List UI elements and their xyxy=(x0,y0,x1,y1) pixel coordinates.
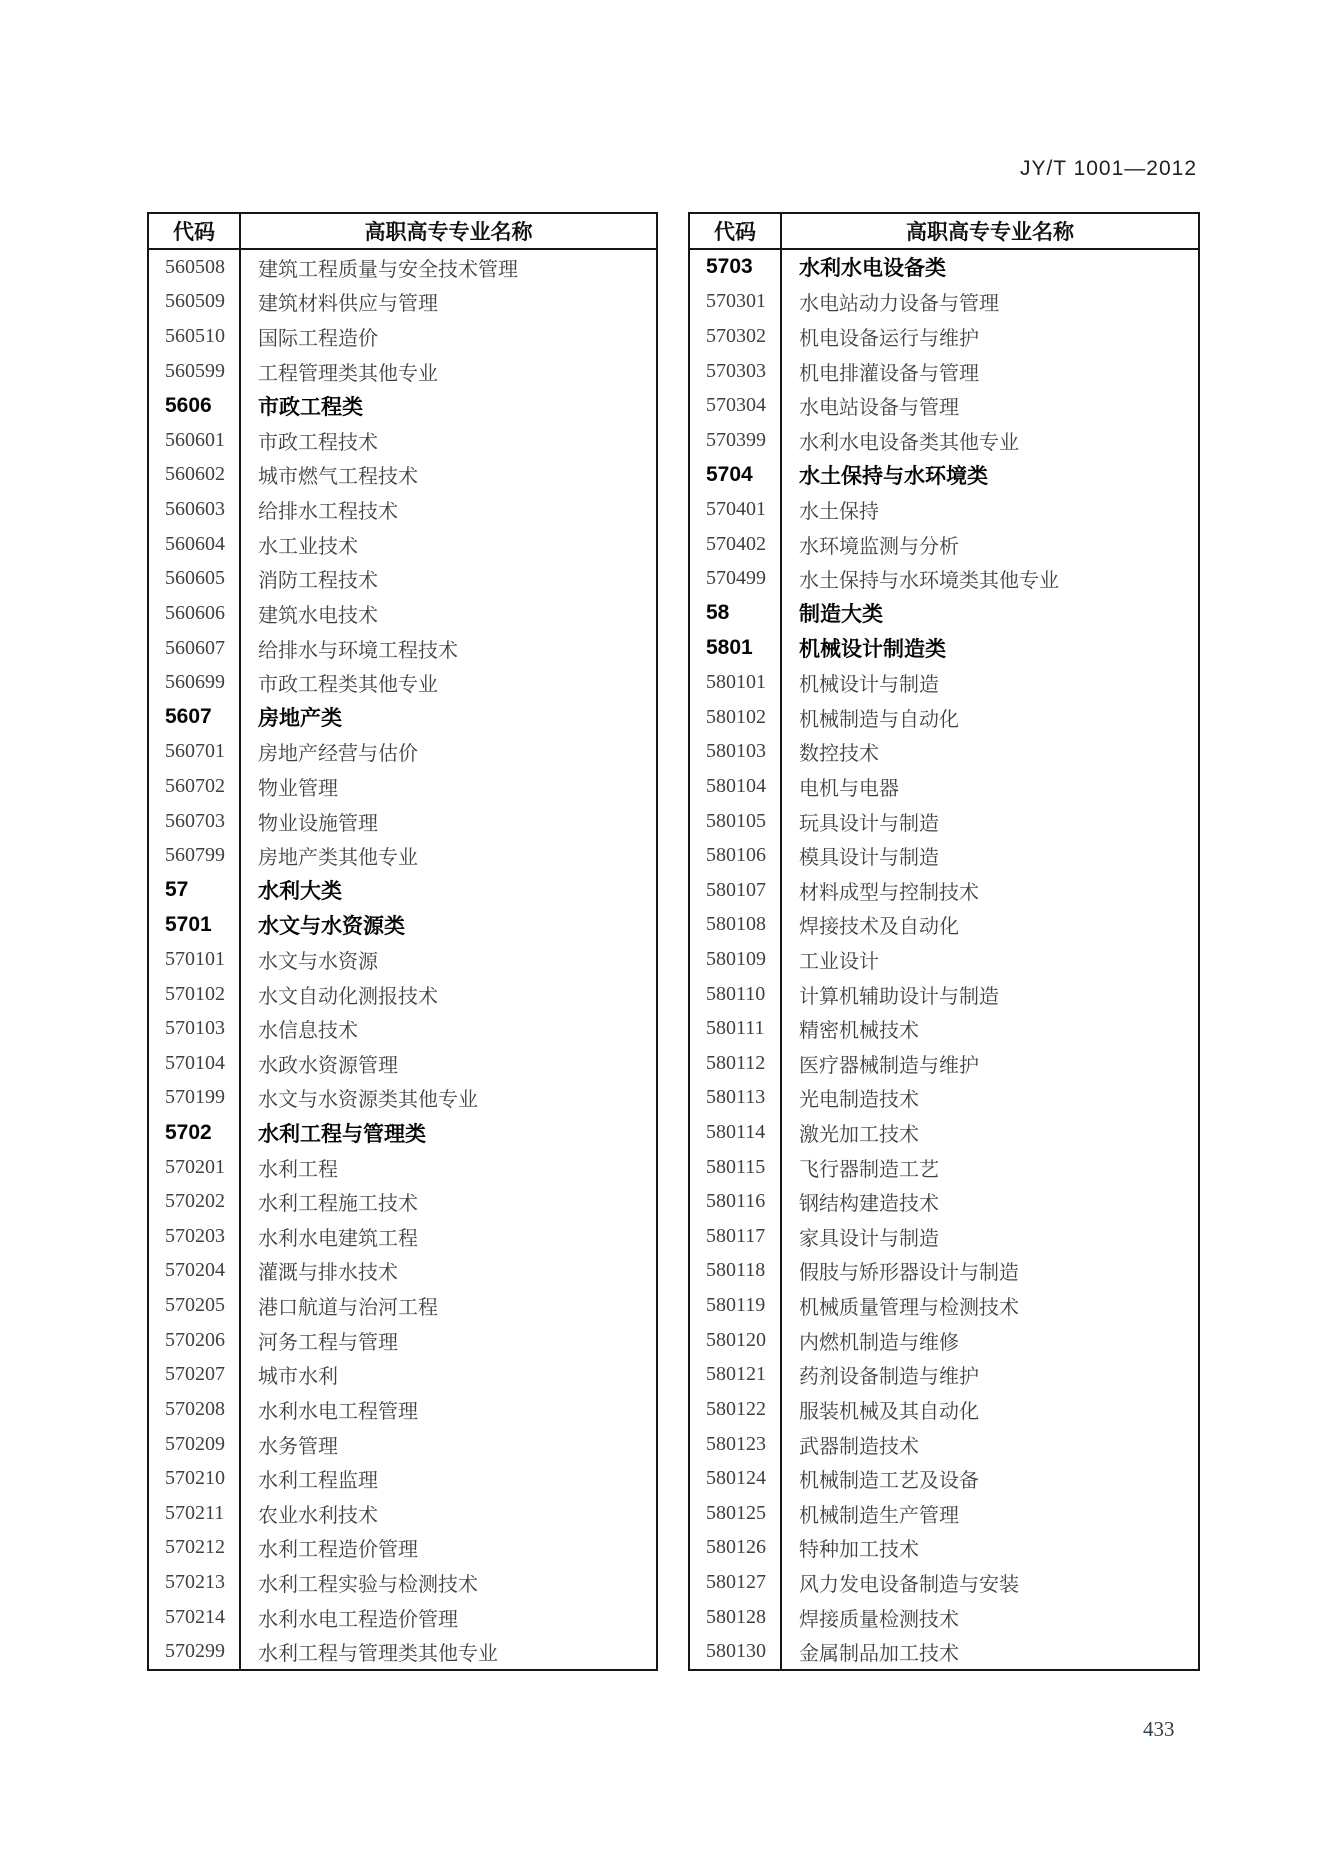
name-cell: 水利工程 xyxy=(258,1158,338,1181)
code-cell: 570208 xyxy=(149,1392,241,1427)
table-row xyxy=(149,873,656,908)
code-cell: 580114 xyxy=(690,1115,782,1150)
code-cell: 560509 xyxy=(149,285,241,320)
code-cell: 570211 xyxy=(149,1496,241,1531)
name-cell: 机械质量管理与检测技术 xyxy=(799,1297,1019,1320)
name-cell: 水利工程造价管理 xyxy=(258,1539,418,1562)
table-row xyxy=(690,561,1198,596)
table-row xyxy=(149,1565,656,1600)
name-cell: 水文与水资源类 xyxy=(258,914,405,938)
name-cell: 消防工程技术 xyxy=(258,570,378,593)
name-cell: 市政工程技术 xyxy=(258,431,378,454)
column-header-name: 高职高专专业名称 xyxy=(906,221,1074,244)
name-cell: 水土保持与水环境类 xyxy=(799,464,988,488)
code-cell: 560603 xyxy=(149,492,241,527)
name-cell: 机械制造生产管理 xyxy=(799,1504,959,1527)
table-row xyxy=(149,769,656,804)
code-cell: 580104 xyxy=(690,769,782,804)
name-cell: 水利大类 xyxy=(258,880,342,904)
table-row xyxy=(690,354,1198,389)
table-row xyxy=(149,388,656,423)
table-row xyxy=(690,1184,1198,1219)
code-cell: 570203 xyxy=(149,1219,241,1254)
table-row xyxy=(149,458,656,493)
code-cell: 570207 xyxy=(149,1358,241,1393)
name-cell: 制造大类 xyxy=(799,603,883,627)
table-row xyxy=(690,285,1198,320)
name-cell: 机械设计与制造 xyxy=(799,674,939,697)
table-row xyxy=(690,700,1198,735)
name-cell: 水利工程与管理类 xyxy=(258,1122,426,1146)
code-cell: 580112 xyxy=(690,1046,782,1081)
code-cell: 57 xyxy=(149,873,241,908)
name-cell: 金属制品加工技术 xyxy=(799,1643,959,1666)
name-cell: 市政工程类其他专业 xyxy=(258,674,438,697)
specialty-table-left xyxy=(147,212,658,1671)
code-cell: 5703 xyxy=(690,250,782,285)
name-cell: 水利工程监理 xyxy=(258,1470,378,1493)
name-cell: 水务管理 xyxy=(258,1435,338,1458)
table-row xyxy=(149,1323,656,1358)
table-row xyxy=(690,492,1198,527)
code-cell: 580128 xyxy=(690,1600,782,1635)
table-row xyxy=(149,1392,656,1427)
document-code-header: JY/T 1001—2012 xyxy=(1019,157,1197,180)
table-row xyxy=(690,1427,1198,1462)
code-cell: 580123 xyxy=(690,1427,782,1462)
name-cell: 水工业技术 xyxy=(258,535,358,558)
table-row xyxy=(149,423,656,458)
code-cell: 580116 xyxy=(690,1184,782,1219)
code-cell: 580102 xyxy=(690,700,782,735)
code-cell: 560703 xyxy=(149,804,241,839)
table-row xyxy=(690,1081,1198,1116)
code-cell: 5702 xyxy=(149,1115,241,1150)
table-row xyxy=(690,1323,1198,1358)
table-header-row xyxy=(149,214,656,250)
column-header-code: 代码 xyxy=(149,214,241,248)
table-row xyxy=(149,1288,656,1323)
code-cell: 5606 xyxy=(149,388,241,423)
name-cell: 给排水工程技术 xyxy=(258,501,398,524)
table-row xyxy=(149,1634,656,1669)
column-header-name: 高职高专专业名称 xyxy=(364,221,533,244)
code-cell: 5704 xyxy=(690,458,782,493)
name-cell: 水利水电设备类其他专业 xyxy=(799,431,1019,454)
code-cell: 570212 xyxy=(149,1531,241,1566)
table-row xyxy=(690,319,1198,354)
table-row xyxy=(149,1011,656,1046)
name-cell: 激光加工技术 xyxy=(799,1124,919,1147)
name-cell: 建筑材料供应与管理 xyxy=(258,293,438,316)
table-row xyxy=(149,319,656,354)
table-row xyxy=(690,1011,1198,1046)
code-cell: 580120 xyxy=(690,1323,782,1358)
table-row xyxy=(690,458,1198,493)
code-cell: 560799 xyxy=(149,838,241,873)
name-cell: 水利工程与管理类其他专业 xyxy=(258,1643,498,1666)
code-cell: 580105 xyxy=(690,804,782,839)
name-cell: 医疗器械制造与维护 xyxy=(799,1054,979,1077)
code-cell: 560701 xyxy=(149,735,241,770)
code-cell: 570402 xyxy=(690,527,782,562)
name-cell: 水电站设备与管理 xyxy=(799,397,959,420)
code-cell: 560510 xyxy=(149,319,241,354)
table-row xyxy=(690,596,1198,631)
name-cell: 物业设施管理 xyxy=(258,812,378,835)
name-cell: 数控技术 xyxy=(799,743,879,766)
table-row xyxy=(690,942,1198,977)
code-cell: 580125 xyxy=(690,1496,782,1531)
table-row xyxy=(149,1184,656,1219)
name-cell: 水文自动化测报技术 xyxy=(258,985,438,1008)
code-cell: 580124 xyxy=(690,1461,782,1496)
name-cell: 服装机械及其自动化 xyxy=(799,1400,979,1423)
code-cell: 580103 xyxy=(690,735,782,770)
code-cell: 560702 xyxy=(149,769,241,804)
table-row xyxy=(149,665,656,700)
name-cell: 玩具设计与制造 xyxy=(799,812,939,835)
name-cell: 水利水电建筑工程 xyxy=(258,1227,418,1250)
code-cell: 580126 xyxy=(690,1531,782,1566)
name-cell: 水政水资源管理 xyxy=(258,1054,398,1077)
code-cell: 570202 xyxy=(149,1184,241,1219)
table-row xyxy=(690,631,1198,666)
name-cell: 物业管理 xyxy=(258,777,338,800)
code-cell: 560606 xyxy=(149,596,241,631)
table-row xyxy=(690,1046,1198,1081)
name-cell: 河务工程与管理 xyxy=(258,1331,398,1354)
name-cell: 水电站动力设备与管理 xyxy=(799,293,999,316)
name-cell: 药剂设备制造与维护 xyxy=(799,1366,979,1389)
table-row xyxy=(690,1288,1198,1323)
name-cell: 水利水电设备类 xyxy=(799,257,946,281)
code-cell: 560508 xyxy=(149,250,241,285)
code-cell: 570199 xyxy=(149,1081,241,1116)
name-cell: 工程管理类其他专业 xyxy=(258,362,438,385)
code-cell: 580117 xyxy=(690,1219,782,1254)
code-cell: 580106 xyxy=(690,838,782,873)
table-row xyxy=(149,250,656,285)
code-cell: 580101 xyxy=(690,665,782,700)
code-cell: 580111 xyxy=(690,1011,782,1046)
code-cell: 570102 xyxy=(149,977,241,1012)
table-row xyxy=(690,1219,1198,1254)
code-cell: 5607 xyxy=(149,700,241,735)
table-row xyxy=(149,977,656,1012)
table-row xyxy=(690,873,1198,908)
code-cell: 570201 xyxy=(149,1150,241,1185)
name-cell: 水文与水资源 xyxy=(258,950,378,973)
table-body xyxy=(690,250,1198,1669)
table-row xyxy=(149,285,656,320)
code-cell: 560605 xyxy=(149,561,241,596)
code-cell: 580113 xyxy=(690,1081,782,1116)
code-cell: 580121 xyxy=(690,1358,782,1393)
table-row xyxy=(690,1496,1198,1531)
code-cell: 580122 xyxy=(690,1392,782,1427)
table-row xyxy=(690,977,1198,1012)
code-cell: 580115 xyxy=(690,1150,782,1185)
name-cell: 建筑工程质量与安全技术管理 xyxy=(258,258,518,281)
code-cell: 560604 xyxy=(149,527,241,562)
table-row xyxy=(149,561,656,596)
name-cell: 机械制造工艺及设备 xyxy=(799,1470,979,1493)
table-row xyxy=(149,700,656,735)
name-cell: 水信息技术 xyxy=(258,1020,358,1043)
name-cell: 城市水利 xyxy=(258,1366,338,1389)
code-cell: 570399 xyxy=(690,423,782,458)
table-row xyxy=(149,1254,656,1289)
code-cell: 580127 xyxy=(690,1565,782,1600)
code-cell: 560602 xyxy=(149,458,241,493)
name-cell: 家具设计与制造 xyxy=(799,1227,939,1250)
table-row xyxy=(690,250,1198,285)
table-row xyxy=(149,1150,656,1185)
table-row xyxy=(690,1115,1198,1150)
name-cell: 建筑水电技术 xyxy=(258,604,378,627)
code-cell: 580110 xyxy=(690,977,782,1012)
column-header-code: 代码 xyxy=(690,214,782,248)
name-cell: 机电设备运行与维护 xyxy=(799,328,979,351)
table-row xyxy=(690,1150,1198,1185)
code-cell: 570301 xyxy=(690,285,782,320)
name-cell: 内燃机制造与维修 xyxy=(799,1331,959,1354)
table-row xyxy=(690,735,1198,770)
table-row xyxy=(149,908,656,943)
table-row xyxy=(149,596,656,631)
table-body xyxy=(149,250,656,1669)
name-cell: 水利工程实验与检测技术 xyxy=(258,1573,478,1596)
table-row xyxy=(149,735,656,770)
name-cell: 灌溉与排水技术 xyxy=(258,1262,398,1285)
code-cell: 580130 xyxy=(690,1634,782,1669)
table-row xyxy=(690,1565,1198,1600)
name-cell: 给排水与环境工程技术 xyxy=(258,639,458,662)
table-row xyxy=(149,1427,656,1462)
name-cell: 特种加工技术 xyxy=(799,1539,919,1562)
name-cell: 焊接技术及自动化 xyxy=(799,916,959,939)
table-header-row xyxy=(690,214,1198,250)
page-number: 433 xyxy=(1143,1717,1175,1741)
table-row xyxy=(690,423,1198,458)
table-row xyxy=(149,1461,656,1496)
code-cell: 570214 xyxy=(149,1600,241,1635)
table-row xyxy=(149,631,656,666)
table-row xyxy=(690,908,1198,943)
table-row xyxy=(149,1081,656,1116)
table-row xyxy=(149,1115,656,1150)
code-cell: 560699 xyxy=(149,665,241,700)
name-cell: 机械制造与自动化 xyxy=(799,708,959,731)
code-cell: 580108 xyxy=(690,908,782,943)
code-cell: 570303 xyxy=(690,354,782,389)
table-row xyxy=(690,388,1198,423)
name-cell: 水土保持 xyxy=(799,501,879,524)
table-row xyxy=(149,804,656,839)
code-cell: 570499 xyxy=(690,561,782,596)
table-row xyxy=(690,1254,1198,1289)
code-cell: 580119 xyxy=(690,1288,782,1323)
code-cell: 570304 xyxy=(690,388,782,423)
code-cell: 560607 xyxy=(149,631,241,666)
table-row xyxy=(149,838,656,873)
table-row xyxy=(690,1600,1198,1635)
name-cell: 武器制造技术 xyxy=(799,1435,919,1458)
name-cell: 水利水电工程管理 xyxy=(258,1400,418,1423)
code-cell: 570103 xyxy=(149,1011,241,1046)
table-row xyxy=(690,769,1198,804)
name-cell: 机电排灌设备与管理 xyxy=(799,362,979,385)
table-row xyxy=(690,838,1198,873)
code-cell: 570104 xyxy=(149,1046,241,1081)
code-cell: 570299 xyxy=(149,1634,241,1669)
code-cell: 580107 xyxy=(690,873,782,908)
name-cell: 房地产经营与估价 xyxy=(258,743,418,766)
specialty-table-right xyxy=(688,212,1200,1671)
table-row xyxy=(690,665,1198,700)
table-row xyxy=(690,1392,1198,1427)
table-row xyxy=(690,527,1198,562)
name-cell: 精密机械技术 xyxy=(799,1020,919,1043)
code-cell: 560601 xyxy=(149,423,241,458)
table-row xyxy=(690,1358,1198,1393)
name-cell: 风力发电设备制造与安装 xyxy=(799,1573,1019,1596)
code-cell: 5701 xyxy=(149,908,241,943)
name-cell: 水土保持与水环境类其他专业 xyxy=(799,570,1059,593)
code-cell: 570209 xyxy=(149,1427,241,1462)
name-cell: 港口航道与治河工程 xyxy=(258,1297,438,1320)
table-row xyxy=(690,804,1198,839)
name-cell: 电机与电器 xyxy=(799,777,899,800)
name-cell: 水文与水资源类其他专业 xyxy=(258,1089,478,1112)
table-row xyxy=(149,1496,656,1531)
code-cell: 570206 xyxy=(149,1323,241,1358)
table-row xyxy=(149,527,656,562)
table-row xyxy=(149,1531,656,1566)
table-row xyxy=(690,1461,1198,1496)
table-row xyxy=(149,1600,656,1635)
name-cell: 水利工程施工技术 xyxy=(258,1193,418,1216)
code-cell: 570302 xyxy=(690,319,782,354)
name-cell: 光电制造技术 xyxy=(799,1089,919,1112)
name-cell: 钢结构建造技术 xyxy=(799,1193,939,1216)
name-cell: 水利水电工程造价管理 xyxy=(258,1608,458,1631)
code-cell: 570204 xyxy=(149,1254,241,1289)
table-row xyxy=(149,942,656,977)
name-cell: 房地产类其他专业 xyxy=(258,847,418,870)
code-cell: 570101 xyxy=(149,942,241,977)
name-cell: 焊接质量检测技术 xyxy=(799,1608,959,1631)
name-cell: 假肢与矫形器设计与制造 xyxy=(799,1262,1019,1285)
code-cell: 580109 xyxy=(690,942,782,977)
name-cell: 模具设计与制造 xyxy=(799,847,939,870)
name-cell: 国际工程造价 xyxy=(258,328,378,351)
name-cell: 材料成型与控制技术 xyxy=(799,881,979,904)
table-row xyxy=(690,1634,1198,1669)
name-cell: 市政工程类 xyxy=(258,395,363,419)
table-row xyxy=(149,1046,656,1081)
code-cell: 570213 xyxy=(149,1565,241,1600)
code-cell: 580118 xyxy=(690,1254,782,1289)
name-cell: 水环境监测与分析 xyxy=(799,535,959,558)
name-cell: 农业水利技术 xyxy=(258,1504,378,1527)
table-row xyxy=(690,1531,1198,1566)
code-cell: 5801 xyxy=(690,631,782,666)
name-cell: 计算机辅助设计与制造 xyxy=(799,985,999,1008)
name-cell: 城市燃气工程技术 xyxy=(258,466,418,489)
code-cell: 570401 xyxy=(690,492,782,527)
code-cell: 560599 xyxy=(149,354,241,389)
code-cell: 570210 xyxy=(149,1461,241,1496)
table-row xyxy=(149,354,656,389)
code-cell: 570205 xyxy=(149,1288,241,1323)
name-cell: 飞行器制造工艺 xyxy=(799,1158,939,1181)
table-row xyxy=(149,1358,656,1393)
table-row xyxy=(149,492,656,527)
name-cell: 房地产类 xyxy=(258,707,342,731)
code-cell: 58 xyxy=(690,596,782,631)
name-cell: 工业设计 xyxy=(799,950,879,973)
name-cell: 机械设计制造类 xyxy=(799,638,946,661)
table-row xyxy=(149,1219,656,1254)
